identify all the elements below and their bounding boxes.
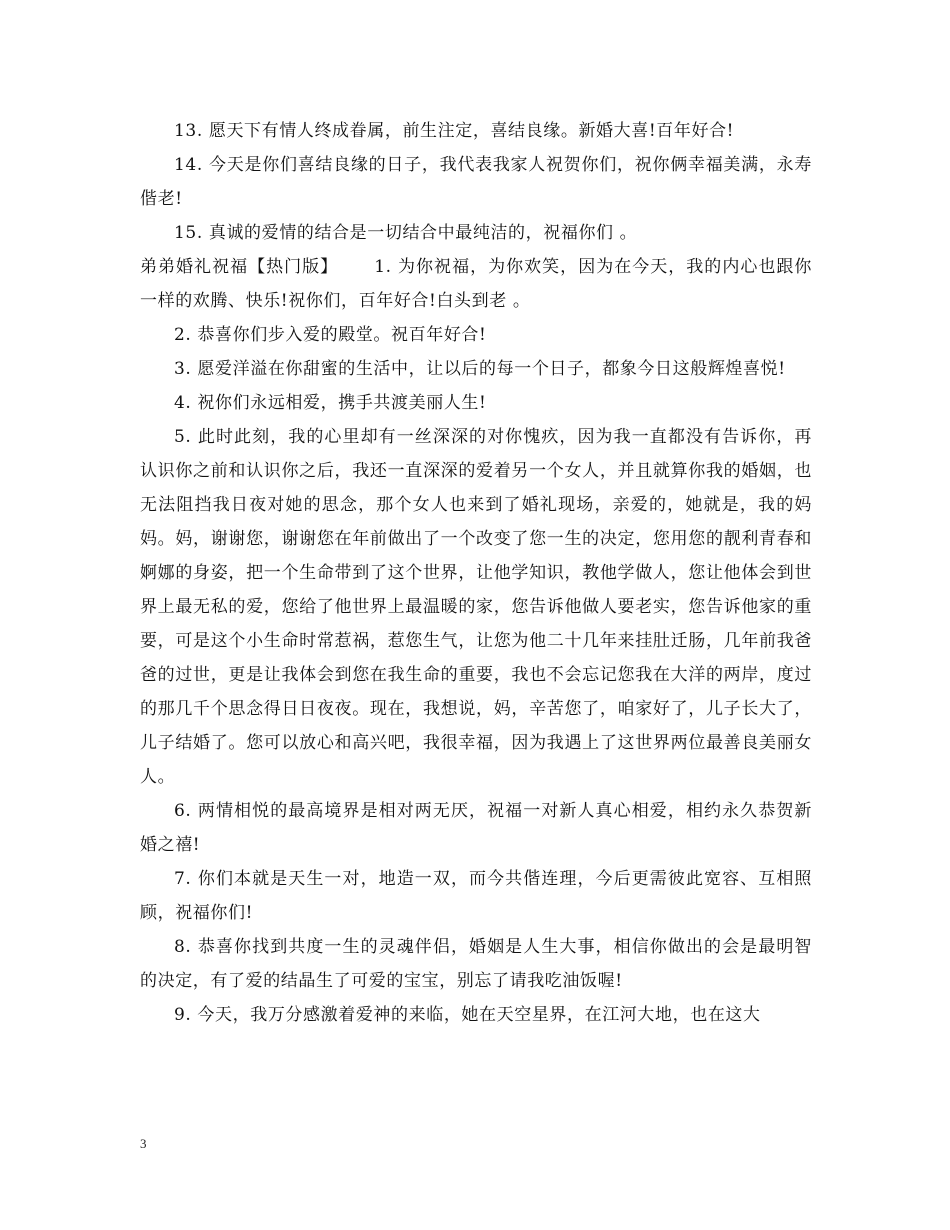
paragraph-2: 2. 恭喜你们步入爱的殿堂。祝百年好合!	[174, 325, 487, 345]
paragraph-7: 7. 你们本就是天生一对，地造一双，而今共偕连理，今后更需彼此宽容、互相照顾，祝福你们!	[140, 869, 812, 923]
paragraph-4: 4. 祝你们永远相爱，携手共渡美丽人生!	[174, 393, 487, 413]
paragraph-9: 9. 今天，我万分感激着爱神的来临，她在天空星界，在江河大地，也在这大	[174, 1005, 761, 1025]
page-number: 3	[140, 1136, 147, 1151]
paragraph-5: 5. 此时此刻，我的心里却有一丝深深的对你愧疚，因为我一直都没有告诉你，再认识你之前和认识你之后，我还一直深深的爱着另一个女人，并且就算你我的婚姻，也无法阻挡我日夜对她的思念，那个女人也来到了婚礼现场，亲爱的，她就是，我的妈妈。妈，谢谢您，谢谢您在年前做出了一个改变了您一生的决定，您用您的靓利青春和婀娜的身姿，把一个生命带到了这个世界，让他学知识，教他学做人，您让他体会到世界上最无私的爱，您给了他世界上最温暖的家，您告诉他做人要老实，您告诉他家的重要，可是这个小生命时常惹祸，惹您生气，让您为他二十几年来挂肚迁肠，几年前我爸爸的过世，更是让我体会到您在我生命的重要，我也不会忘记您我在大洋的两岸，度过的那几千个思念得日日夜夜。现在，我想说，妈，辛苦您了，咱家好了，儿子长大了，儿子结婚了。您可以放心和高兴吧，我很幸福，因为我遇上了这世界两位最善良美丽女人。	[140, 427, 812, 787]
section-heading: 弟弟婚礼祝福【热门版】	[140, 257, 339, 277]
paragraph-8: 8. 恭喜你找到共度一生的灵魂伴侣，婚姻是人生大事，相信你做出的会是最明智的决定，有了爱的结晶生了可爱的宝宝，别忘了请我吃油饭喔!	[140, 937, 812, 991]
document-body	[140, 114, 812, 1032]
paragraph-3: 3. 愿爱洋溢在你甜蜜的生活中，让以后的每一个日子，都象今日这般辉煌喜悦!	[174, 359, 786, 379]
paragraph-14: 14. 今天是你们喜结良缘的日子，我代表我家人祝贺你们，祝你俩幸福美满，永寿偕老!	[140, 155, 812, 209]
paragraph-15: 15. 真诚的爱情的结合是一切结合中最纯洁的，祝福你们 。	[174, 223, 638, 243]
paragraph-1: 1. 为你祝福，为你欢笑，因为在今天，我的内心也跟你一样的欢腾、快乐!祝你们，百年好合!白头到老 。	[140, 257, 812, 311]
paragraph-6: 6. 两情相悦的最高境界是相对两无厌，祝福一对新人真心相爱，相约永久恭贺新婚之禧!	[140, 801, 812, 855]
section-heading-line	[140, 250, 812, 318]
paragraph-13: 13. 愿天下有情人终成眷属，前生注定，喜结良缘。新婚大喜!百年好合!	[174, 121, 735, 141]
